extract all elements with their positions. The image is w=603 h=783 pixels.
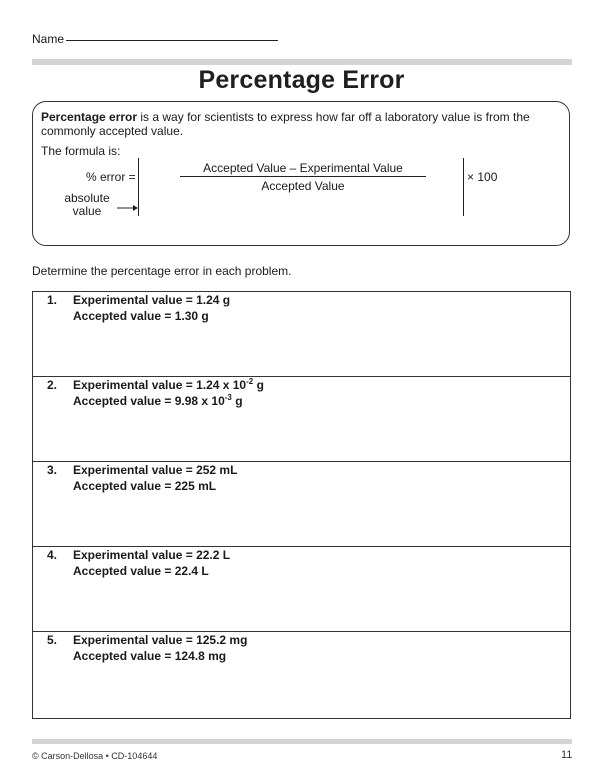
formula-numerator: Accepted Value – Experimental Value	[203, 161, 403, 175]
accepted-label: Accepted value =	[73, 479, 175, 493]
problem-4[interactable]	[33, 547, 570, 632]
absolute-label-line2: value	[72, 204, 102, 218]
definition-body: is a way for scientists to express how far off a laboratory value is from the commonly accepted value.	[41, 110, 530, 138]
accepted-number: 9.98 x 10	[174, 394, 225, 408]
arrow-right-icon	[117, 204, 139, 212]
problems-box	[32, 291, 571, 719]
absolute-bar-right	[463, 158, 464, 216]
accepted-label: Accepted value =	[73, 564, 175, 578]
footer-divider-bar	[32, 739, 572, 744]
formula-multiplier: × 100	[467, 170, 498, 184]
name-label: Name	[32, 32, 65, 46]
footer-publisher: © Carson-Dellosa • CD-104644	[32, 751, 158, 761]
accepted-value	[73, 479, 216, 493]
accepted-unit: g	[231, 394, 243, 408]
accepted-exponent: -3	[224, 393, 232, 402]
problem-number: 4.	[47, 548, 58, 562]
instructions: Determine the percentage error in each problem.	[32, 264, 292, 278]
experimental-label: Experimental value =	[73, 378, 197, 392]
page-title: Percentage Error	[198, 66, 405, 94]
problem-2[interactable]	[33, 377, 570, 462]
accepted-number: 22.4 L	[174, 564, 209, 578]
page-number: 11	[561, 749, 573, 761]
problem-number: 3.	[47, 463, 58, 477]
problem-1[interactable]	[33, 292, 570, 377]
definition-term: Percentage error	[41, 110, 138, 124]
experimental-number: 252 mL	[196, 463, 238, 477]
formula-denominator: Accepted Value	[261, 179, 345, 193]
fraction-line	[180, 176, 426, 177]
experimental-label: Experimental value =	[73, 633, 197, 647]
accepted-value	[73, 394, 243, 408]
experimental-label: Experimental value =	[73, 548, 197, 562]
problem-number: 1.	[47, 293, 58, 307]
experimental-value	[73, 633, 247, 647]
problem-number: 5.	[47, 633, 58, 647]
problem-5[interactable]	[33, 632, 570, 717]
formula-lhs: % error =	[86, 170, 136, 184]
problem-3[interactable]	[33, 462, 570, 547]
experimental-number: 125.2 mg	[196, 633, 248, 647]
absolute-value-label	[58, 192, 116, 218]
formula-intro: The formula is:	[41, 144, 121, 158]
accepted-number: 225 mL	[174, 479, 217, 493]
absolute-bar-left	[138, 158, 139, 216]
accepted-label: Accepted value =	[73, 309, 175, 323]
experimental-unit: g	[253, 378, 264, 392]
experimental-number: 22.2 L	[196, 548, 231, 562]
top-divider-bar	[32, 59, 572, 65]
accepted-number: 124.8 mg	[174, 649, 227, 663]
experimental-value	[73, 293, 230, 307]
accepted-value	[73, 649, 226, 663]
accepted-label: Accepted value =	[73, 394, 175, 408]
accepted-label: Accepted value =	[73, 649, 175, 663]
experimental-label: Experimental value =	[73, 293, 197, 307]
experimental-value	[73, 463, 237, 477]
experimental-value	[73, 378, 264, 392]
experimental-number: 1.24 x 10	[196, 378, 247, 392]
absolute-label-line1: absolute	[64, 191, 110, 205]
accepted-value	[73, 564, 209, 578]
problem-number: 2.	[47, 378, 58, 392]
experimental-number: 1.24 g	[196, 293, 231, 307]
experimental-exponent: -2	[246, 377, 254, 386]
accepted-number: 1.30 g	[174, 309, 209, 323]
definition-text	[41, 110, 561, 138]
name-line	[66, 40, 278, 41]
experimental-value	[73, 548, 230, 562]
accepted-value	[73, 309, 209, 323]
experimental-label: Experimental value =	[73, 463, 197, 477]
